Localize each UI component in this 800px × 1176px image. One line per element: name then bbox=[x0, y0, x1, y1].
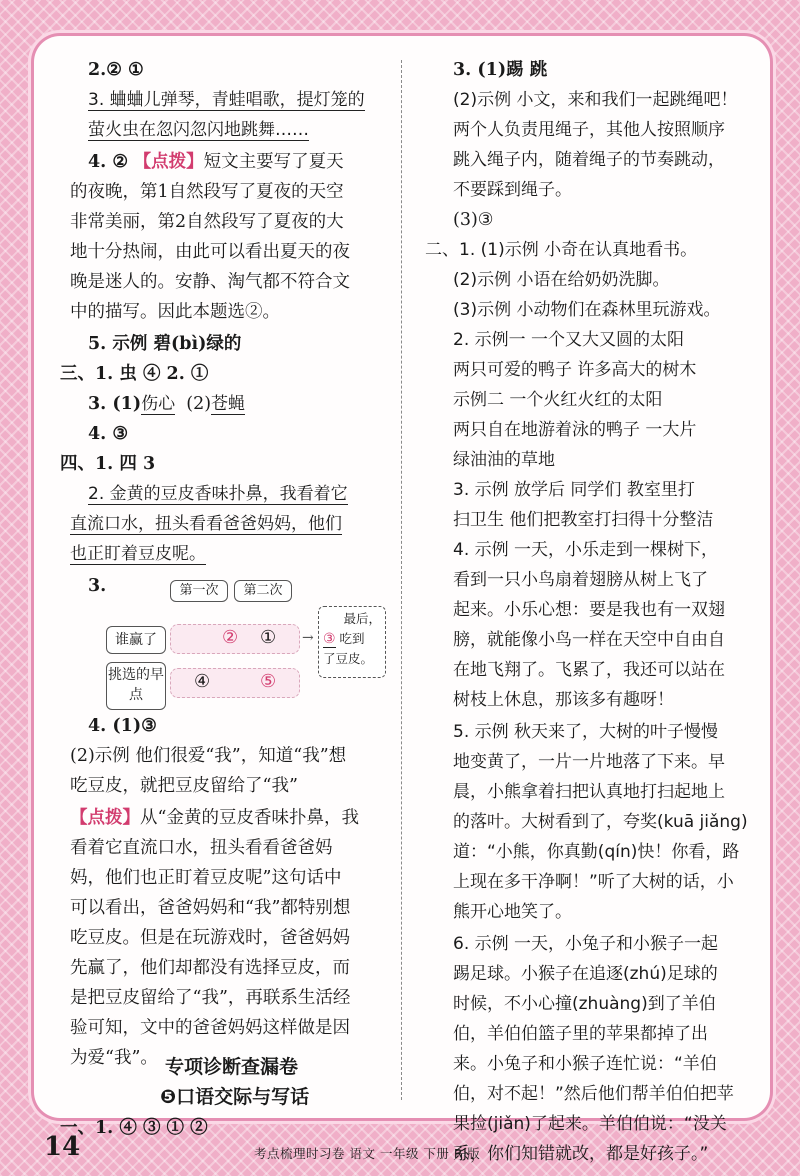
answer-line: 来。小兔子和小猴子连忙说：“羊伯 bbox=[453, 1054, 717, 1074]
hint-line: 中的描写。因此本题选②。 bbox=[70, 302, 280, 322]
answer-text: 3. 蛐蛐儿弹琴，青蛙唱歌，提灯笼的 bbox=[88, 90, 365, 110]
answer-line bbox=[70, 540, 206, 568]
header-second: 第二次 bbox=[234, 580, 292, 602]
answer-line: 扫卫生 他们把教室打扫得十分整洁 bbox=[453, 510, 714, 530]
hint-text: 短文主要写了夏天 bbox=[203, 152, 344, 172]
answer-line: 5. 示例 碧(bì)绿的 bbox=[88, 334, 242, 354]
answer-line: 吃豆皮，就把豆皮留给了“我” bbox=[70, 776, 298, 796]
hint-line: 可以看出，爸爸妈妈和“我”都特别想 bbox=[70, 898, 351, 918]
arrow-icon: → bbox=[302, 630, 314, 646]
column-divider bbox=[401, 60, 402, 1100]
hint-line: 是把豆皮留给了“我”，再联系生活经 bbox=[70, 988, 351, 1008]
hint-line: 妈，他们也正盯着豆皮呢”这句话中 bbox=[70, 868, 342, 888]
answer-line: 起来。小乐心想：要是我也有一双翅 bbox=[453, 600, 725, 620]
answer-line: 跳入绳子内，随着绳子的节奏跳动， bbox=[453, 150, 725, 170]
answer-line: 两只自在地游着泳的鸭子 一大片 bbox=[453, 420, 697, 440]
answer-line: 时候，不小心撞(zhuàng)到了羊伯 bbox=[453, 994, 716, 1014]
answer-line: (2)示例 小文，来和我们一起跳绳吧！ bbox=[453, 90, 738, 110]
answer-line: (3)③ bbox=[453, 210, 494, 230]
answer-line: 两只可爱的鸭子 许多高大的树木 bbox=[453, 360, 697, 380]
result-number: ③ bbox=[323, 631, 336, 647]
answer-line: (2)示例 他们很爱“我”，知道“我”想 bbox=[70, 746, 347, 766]
answer-line: 系，你们知错就改，都是好孩子。” bbox=[453, 1144, 709, 1164]
hint-text: 从“金黄的豆皮香味扑鼻，我 bbox=[140, 808, 359, 828]
cell-winner-2: ① bbox=[260, 627, 277, 648]
answer-text: 直流口水，扭头看看爸爸妈妈，他们 bbox=[70, 514, 342, 534]
answer-line bbox=[88, 86, 365, 114]
answer-line: 3. 示例 放学后 同学们 教室里打 bbox=[453, 480, 695, 500]
answer-line: 两个人负责甩绳子，其他人按照顺序 bbox=[453, 120, 725, 140]
answer-line: 晨，小熊拿着扫把认真地打扫起地上 bbox=[453, 782, 725, 802]
answer-line bbox=[70, 510, 342, 538]
header-first: 第一次 bbox=[170, 580, 228, 602]
answer-line: 2.② ① bbox=[88, 60, 144, 80]
answer-line bbox=[88, 480, 348, 508]
answer-line: 四、1. 四 3 bbox=[60, 454, 156, 474]
answer-line: (2)示例 小语在给奶奶洗脚。 bbox=[453, 270, 670, 290]
page-footer bbox=[44, 1118, 764, 1162]
hint-line: 非常美丽，第2自然段写了夏夜的大 bbox=[70, 212, 344, 232]
answer-line: 二、1. (1)示例 小奇在认真地看书。 bbox=[425, 240, 698, 260]
game-table-diagram bbox=[70, 580, 390, 730]
answer-line: 三、1. 虫 ④ 2. ① bbox=[60, 364, 209, 384]
answer-number: 4. ② bbox=[88, 152, 129, 172]
answer-line: 3. (1)踢 跳 bbox=[453, 60, 548, 80]
hint-tag: 【点拨】 bbox=[133, 152, 204, 172]
answer-number: 3. (1) bbox=[88, 394, 142, 414]
answer-text: 也正盯着豆皮呢。 bbox=[70, 544, 206, 564]
answer-line: (3)示例 小动物们在森林里玩游戏。 bbox=[453, 300, 721, 320]
row-label-winner: 谁赢了 bbox=[106, 626, 166, 654]
answer-text: 萤火虫在忽闪忽闪地跳舞…… bbox=[88, 120, 309, 140]
answer-line: 伯，对不起！”然后他们帮羊伯伯把苹 bbox=[453, 1084, 734, 1104]
hint-line: 为爱“我”。 bbox=[70, 1048, 158, 1068]
answer-line: 果捡(jiǎn)了起来。羊伯伯说：“没关 bbox=[453, 1114, 727, 1134]
hint-line: 看着它直流口水，扭头看看爸爸妈 bbox=[70, 838, 333, 858]
answer-line: 上现在多干净啊！”听了大树的话，小 bbox=[453, 872, 734, 892]
answer-text: 苍蝇 bbox=[211, 394, 246, 414]
answer-line: 4. ③ bbox=[88, 424, 129, 444]
answer-line: 在地飞翔了。飞累了，我还可以站在 bbox=[453, 660, 725, 680]
cell-snack-1: ④ bbox=[194, 671, 211, 692]
answer-line: 4. 示例 一天，小乐走到一棵树下， bbox=[453, 540, 719, 560]
answer-line: 4. (1)③ bbox=[88, 716, 157, 736]
hint-line: 先赢了，他们却都没有选择豆皮，而 bbox=[70, 958, 350, 978]
answer-line: 看到一只小鸟扇着翅膀从树上飞了 bbox=[453, 570, 708, 590]
answer-line: 6. 示例 一天，小兔子和小猴子一起 bbox=[453, 934, 719, 954]
answer-line: 地变黄了，一片一片地落了下来。早 bbox=[453, 752, 725, 772]
hint-line: 吃豆皮。但是在玩游戏时，爸爸妈妈 bbox=[70, 928, 350, 948]
answer-line: 绿油油的草地 bbox=[453, 450, 555, 470]
answer-line bbox=[88, 148, 344, 176]
answer-line: 3. bbox=[88, 576, 107, 596]
answer-line: 熊开心地笑了。 bbox=[453, 902, 572, 922]
section-subtitle: ❺口语交际与写话 bbox=[160, 1086, 310, 1108]
snack-row bbox=[170, 668, 300, 698]
result-text: 吃到 bbox=[339, 631, 365, 646]
result-line bbox=[323, 629, 381, 649]
answer-line: 树枝上休息，那该多有趣呀！ bbox=[453, 690, 674, 710]
answer-text: 伤心 bbox=[141, 394, 176, 414]
hint-line: 晚是迷人的。安静、淘气都不符合文 bbox=[70, 272, 350, 292]
hint-line: 验可知，文中的爸爸妈妈这样做是因 bbox=[70, 1018, 350, 1038]
answer-line: 道：“小熊，你真勤(qín)快！你看，路 bbox=[453, 842, 740, 862]
result-box bbox=[318, 606, 386, 678]
result-text: 最后， bbox=[343, 611, 381, 626]
answer-line: 膀，就能像小鸟一样在天空中自由自 bbox=[453, 630, 725, 650]
section-title: 专项诊断查漏卷 bbox=[165, 1056, 299, 1078]
cell-snack-2: ⑤ bbox=[260, 671, 277, 692]
answer-line bbox=[88, 116, 309, 144]
answer-line: 一、1. ④ ③ ① ② bbox=[60, 1118, 208, 1138]
page-number: 14 bbox=[44, 1132, 81, 1162]
hint-line: 地十分热闹，由此可以看出夏天的夜 bbox=[70, 242, 350, 262]
answer-line: 伯，羊伯伯篮子里的苹果都掉了出 bbox=[453, 1024, 708, 1044]
answer-line: 的落叶。大树看到了，夸奖(kuā jiǎng) bbox=[453, 812, 748, 832]
answer-number: (2) bbox=[186, 394, 212, 414]
answer-line: 不要踩到绳子。 bbox=[453, 180, 572, 200]
answer-text: 2. 金黄的豆皮香味扑鼻，我看着它 bbox=[88, 484, 348, 504]
hint-line bbox=[70, 804, 359, 832]
answer-line: 踢足球。小猴子在追逐(zhú)足球的 bbox=[453, 964, 718, 984]
row-label-snack: 挑选的早点 bbox=[106, 662, 166, 710]
answer-line: 示例二 一个火红火红的太阳 bbox=[453, 390, 663, 410]
hint-line: 的夜晚，第1自然段写了夏夜的天空 bbox=[70, 182, 344, 202]
answer-line: 2. 示例一 一个又大又圆的太阳 bbox=[453, 330, 685, 350]
hint-tag: 【点拨】 bbox=[70, 808, 140, 828]
answer-line: 5. 示例 秋天来了，大树的叶子慢慢 bbox=[453, 722, 719, 742]
cell-winner-1: ② bbox=[222, 627, 239, 648]
book-info: 考点梳理时习卷 语文 一年级 下册 RJ版 bbox=[254, 1146, 481, 1161]
answer-line bbox=[88, 390, 245, 418]
result-text: 了豆皮。 bbox=[323, 651, 374, 666]
